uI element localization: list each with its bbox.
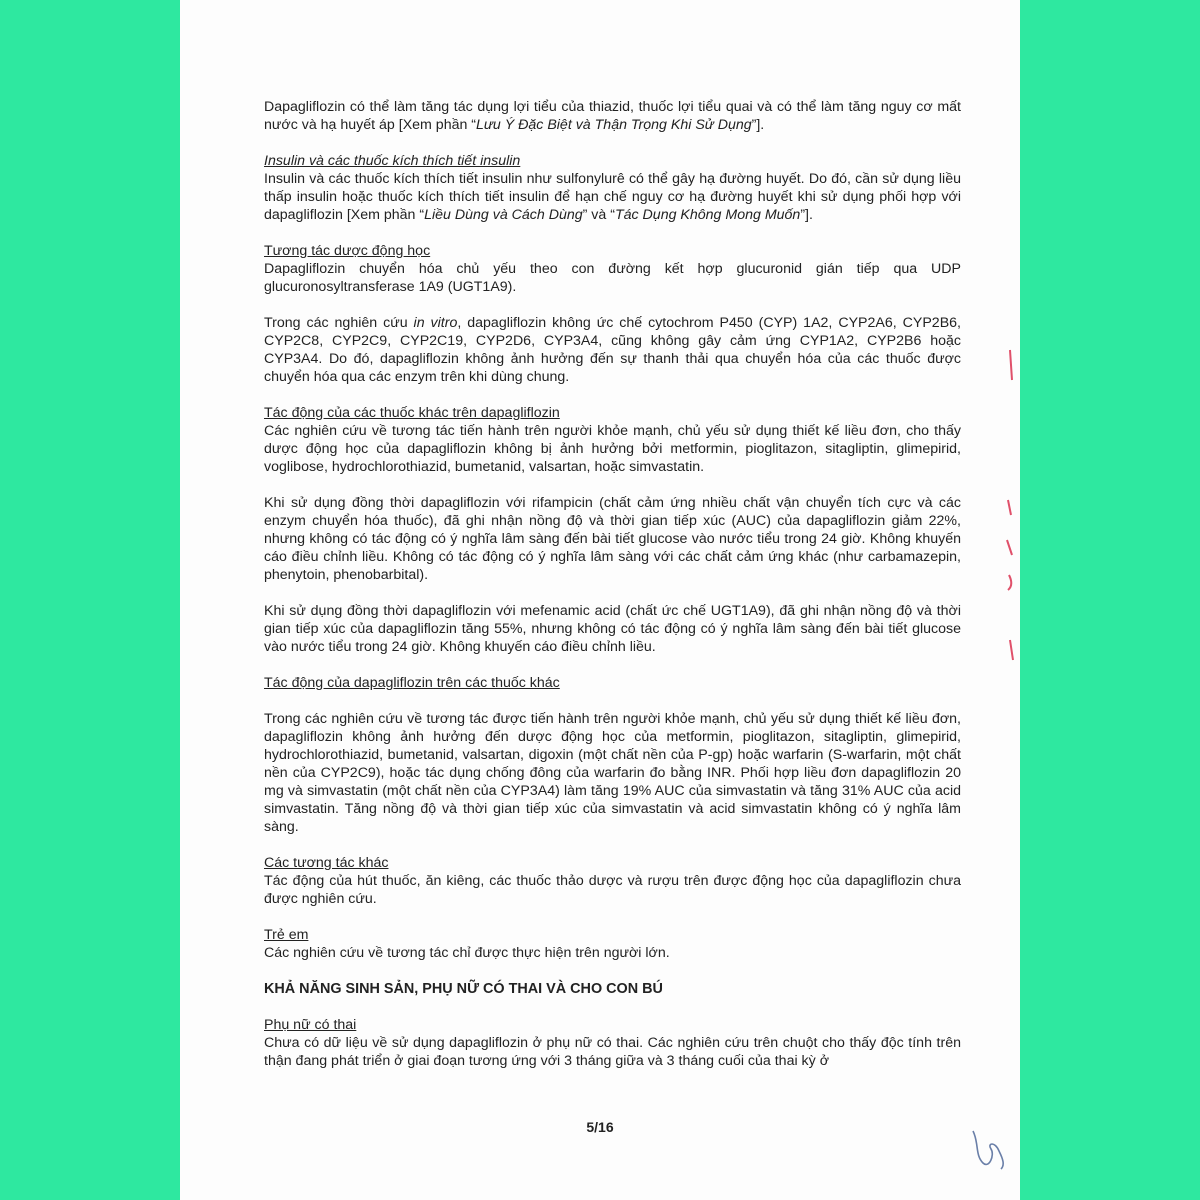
heading-children: Trẻ em	[264, 927, 309, 943]
paragraph-thiazid	[264, 98, 961, 134]
paragraph-text: ”].	[800, 207, 813, 223]
document-page	[180, 0, 1020, 1200]
document-body	[264, 98, 961, 1088]
margin-red-marks	[1002, 340, 1022, 700]
paragraph-interaction-studies: Các nghiên cứu về tương tác tiến hành trên người khỏe mạnh, chủ yếu sử dụng thiết kế liều đơn, cho thấy dược động học của dapagliflozin không bị ảnh hưởng bởi metformin, pioglitazon, sitagliptin, glimepirid, voglibose, hydrochlorothiazid, bumetanid, valsartan, hoặc simvastatin.	[264, 423, 961, 475]
italic-term: in vitro	[413, 315, 458, 331]
paragraph-mefenamic-acid: Khi sử dụng đồng thời dapagliflozin với mefenamic acid (chất ức chế UGT1A9), đã ghi nhận nồng độ và thời gian tiếp xúc của dapagliflozin tăng 55%, nhưng không có tác động có ý nghĩa lâm sàng đến bài tiết glucose vào nước tiểu trong 24 giờ. Không khuyến cáo điều chỉnh liều.	[264, 603, 961, 655]
paragraph-text: ” và “	[582, 207, 615, 223]
section-title-fertility-pregnancy: KHẢ NĂNG SINH SẢN, PHỤ NỮ CÓ THAI VÀ CHO CON BÚ	[264, 981, 663, 997]
paragraph-insulin	[264, 170, 961, 224]
paragraph-in-vitro	[264, 314, 961, 386]
heading-pregnant-women: Phụ nữ có thai	[264, 1017, 357, 1033]
section-reference: Lưu Ý Đặc Biệt và Thận Trọng Khi Sử Dụng	[476, 117, 752, 133]
paragraph-pregnant-women: Chưa có dữ liệu về sử dụng dapagliflozin ở phụ nữ có thai. Các nghiên cứu trên chuột cho thấy độc tính trên thận đang phát triển ở giai đoạn tương ứng với 3 tháng giữa và 3 tháng cuối của thai kỳ ở	[264, 1035, 961, 1069]
signature-mark	[965, 1125, 1013, 1173]
heading-other-drugs-on-dapagliflozin: Tác động của các thuốc khác trên dapagliflozin	[264, 405, 560, 421]
paragraph-text: Insulin và các thuốc kích thích tiết insulin như sulfonylurê có thể gây hạ đường huyết. Do đó, cần sử dụng liều thấp insulin hoặc thuốc kích thích tiết insulin để hạn chế nguy cơ hạ đường huyết khi sử dụng phối hợp với dapagliflozin [Xem phần “	[264, 171, 961, 223]
heading-pharmacokinetic: Tương tác dược động học	[264, 243, 431, 259]
heading-other-interactions: Các tương tác khác	[264, 855, 389, 871]
section-reference: Liều Dùng và Cách Dùng	[424, 207, 583, 223]
paragraph-other-interactions: Tác động của hút thuốc, ăn kiêng, các thuốc thảo dược và rượu trên được động học của dapagliflozin chưa được nghiên cứu.	[264, 873, 961, 907]
paragraph-text: , dapagliflozin không ức chế cytochrom P450 (CYP) 1A2, CYP2A6, CYP2B6, CYP2C8, CYP2C9, CYP2C19, CYP2D6, CYP3A4, cũng không gây cảm ứng CYP1A2, CYP2B6 hoặc CYP3A4. Do đó, dapagliflozin không ảnh hưởng đến sự thanh thải qua chuyển hóa của các thuốc được chuyển hóa qua các enzym trên khi dùng chung.	[264, 315, 961, 385]
paragraph-text: Dapagliflozin có thể làm tăng tác dụng lợi tiểu của thiazid, thuốc lợi tiểu quai và có thể làm tăng nguy cơ mất nước và hạ huyết áp [Xem phần “	[264, 99, 961, 133]
paragraph-dapagliflozin-effects: Trong các nghiên cứu về tương tác được tiến hành trên người khỏe mạnh, chủ yếu sử dụng thiết kế liều đơn, dapagliflozin không ảnh hưởng đến dược động học của metformin, pioglitazon, sitagliptin, glimepirid, hydrochlorothiazid, bumetanid, valsartan, digoxin (một chất nền của P-gp) hoặc warfarin (S-warfarin, một chất nền của CYP2C9), hoặc tác dụng chống đông của warfarin đo bằng INR. Phối hợp liều đơn dapagliflozin 20 mg và simvastatin (một chất nền của CYP3A4) làm tăng 19% AUC của simvastatin và tăng 31% AUC của acid simvastatin. Tăng nồng độ và thời gian tiếp xúc của simvastatin và acid simvastatin không có ý nghĩa lâm sàng.	[264, 711, 961, 835]
paragraph-children: Các nghiên cứu về tương tác chỉ được thực hiện trên người lớn.	[264, 945, 670, 961]
heading-dapagliflozin-on-other-drugs: Tác động của dapagliflozin trên các thuốc khác	[264, 675, 560, 691]
paragraph-ugt1a9: Dapagliflozin chuyển hóa chủ yếu theo con đường kết hợp glucuronid gián tiếp qua UDP glucuronosyltransferase 1A9 (UGT1A9).	[264, 261, 961, 295]
paragraph-text: ”].	[751, 117, 765, 133]
heading-insulin: Insulin và các thuốc kích thích tiết insulin	[264, 153, 521, 169]
paragraph-rifampicin: Khi sử dụng đồng thời dapagliflozin với rifampicin (chất cảm ứng nhiều chất vận chuyển tích cực và các enzym chuyển hóa thuốc), đã ghi nhận nồng độ và thời gian tiếp xúc (AUC) của dapagliflozin giảm 22%, nhưng không có tác động có ý nghĩa lâm sàng đến bài tiết glucose vào nước tiểu trong 24 giờ. Không khuyến cáo điều chỉnh liều. Không có tác động có ý nghĩa lâm sàng với các chất cảm ứng khác (như carbamazepin, phenytoin, phenobarbital).	[264, 495, 961, 583]
paragraph-text: Trong các nghiên cứu	[264, 315, 414, 331]
page-number: 5/16	[586, 1119, 614, 1135]
section-reference: Tác Dụng Không Mong Muốn	[614, 207, 801, 223]
